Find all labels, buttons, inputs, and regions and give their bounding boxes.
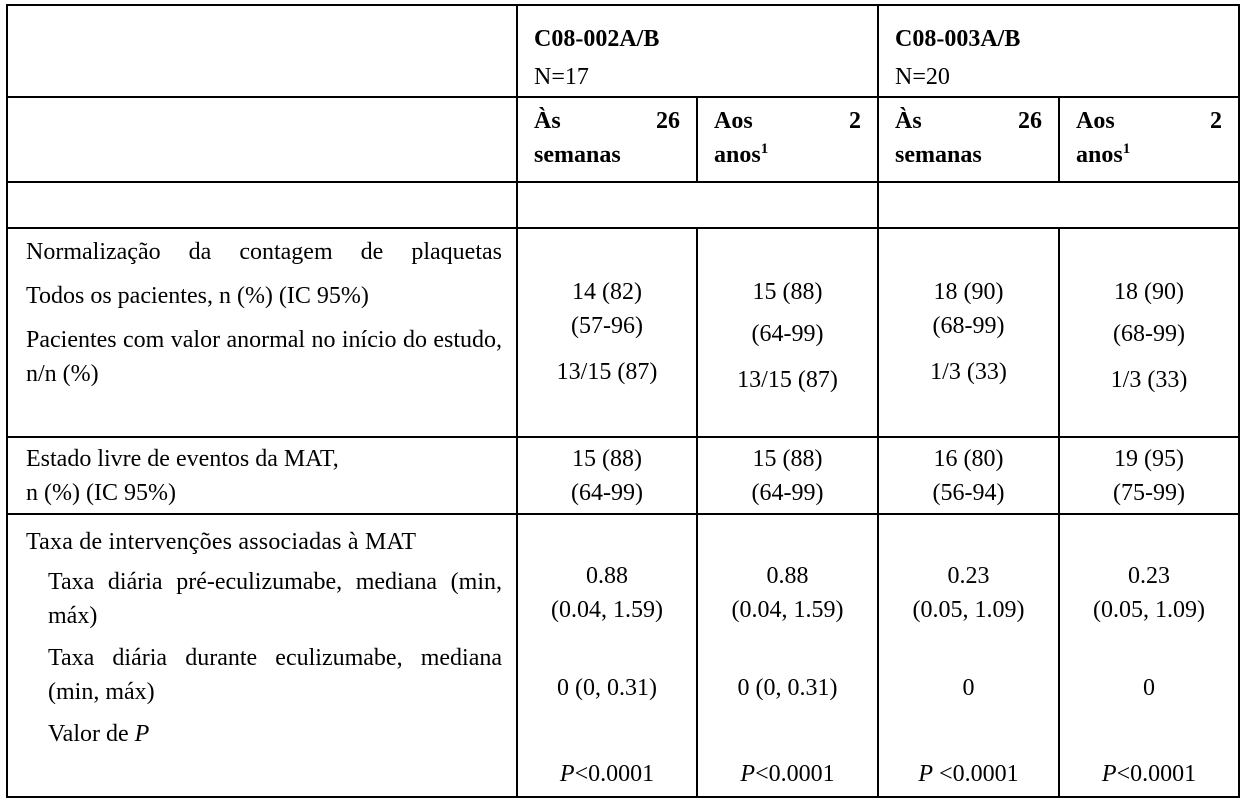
p-symbol: P: [134, 721, 150, 747]
tma-free-c3: [878, 437, 1059, 514]
tma-free-c2: [697, 437, 878, 514]
footnote-marker: 1: [760, 141, 769, 157]
platelet-title: Normalização da contagem de plaquetas: [26, 239, 502, 265]
interventions-c1: [517, 514, 697, 797]
weeks-word: Às: [534, 108, 561, 134]
platelet-normalization-row: [7, 228, 1239, 437]
cell-abnormal: 1/3 (33): [1110, 367, 1188, 393]
study1-header: [517, 5, 878, 97]
tma-free-c1: [517, 437, 697, 514]
interventions-c3: [878, 514, 1059, 797]
cell-value: 15 (88): [572, 446, 642, 472]
cell-pre-range: (0.05, 1.09): [912, 597, 1025, 623]
cell-ci: (64-99): [751, 480, 824, 506]
interventions-label-cell: [7, 514, 517, 797]
cell-value: 18 (90): [1114, 279, 1184, 305]
p-symbol: P: [918, 761, 934, 787]
cell-pre-range: (0.05, 1.09): [1093, 597, 1205, 623]
p-number: <0.0001: [933, 761, 1019, 787]
study1-n: N=17: [534, 64, 589, 90]
study2-n: N=20: [895, 64, 950, 90]
platelet-abnormal-label: Pacientes com valor anormal no início do estudo, n/n (%): [26, 327, 502, 387]
p-symbol: P: [559, 761, 575, 787]
cell-value: 15 (88): [752, 446, 823, 472]
tma-interventions-row: [7, 514, 1239, 797]
platelet-all-patients-label: Todos os pacientes, n (%) (IC 95%): [26, 283, 369, 309]
p-number: <0.0001: [755, 761, 835, 787]
p-number: <0.0001: [1116, 761, 1197, 787]
years-num: 2: [849, 108, 861, 134]
years-unit: anos: [714, 142, 761, 168]
interventions-title: Taxa de intervenções associadas à MAT: [26, 529, 417, 555]
p-symbol: P: [1101, 761, 1117, 787]
weeks-unit: semanas: [895, 142, 982, 168]
cell-pre-range: (0.04, 1.59): [551, 597, 663, 623]
p-value-prefix: Valor de: [48, 721, 135, 747]
timepoint-row: [7, 97, 1239, 182]
cell-p-value: [1060, 757, 1238, 791]
platelet-c1: [517, 228, 697, 437]
weeks-word: Às: [895, 108, 922, 134]
cell-value: 15 (88): [752, 279, 823, 305]
tma-free-label-cell: [7, 437, 517, 514]
cell-pre-median: 0.23: [1128, 563, 1170, 589]
cell-p-value: [518, 757, 696, 791]
weeks-num: 26: [656, 108, 680, 134]
cell-ci: (68-99): [932, 313, 1005, 339]
tma-free-label-line1: Estado livre de eventos da MAT,: [26, 446, 339, 472]
platelet-c2: [697, 228, 878, 437]
results-table: [6, 4, 1240, 798]
cell-value: 19 (95): [1114, 446, 1184, 472]
platelet-label-cell: [7, 228, 517, 437]
years-word: Aos: [714, 108, 753, 134]
platelet-c3: [878, 228, 1059, 437]
spacer-row: [7, 182, 1239, 228]
weeks-num: 26: [1018, 108, 1042, 134]
results-table-wrapper: [6, 4, 1240, 798]
cell-ci: (68-99): [1113, 321, 1185, 347]
study1-years-header: [697, 97, 878, 182]
spacer-cell: [878, 182, 1239, 228]
study2-weeks-header: [878, 97, 1059, 182]
cell-ci: (64-99): [751, 321, 824, 347]
platelet-c4: [1059, 228, 1239, 437]
cell-value: 18 (90): [933, 279, 1004, 305]
cell-value: 14 (82): [572, 279, 642, 305]
tma-free-label-line2: n (%) (IC 95%): [26, 480, 176, 506]
empty-corner-cell: [7, 5, 517, 97]
study-header-row: [7, 5, 1239, 97]
cell-ci: (56-94): [932, 480, 1005, 506]
cell-pre-median: 0.23: [947, 563, 990, 589]
study1-name: C08-002A/B: [534, 26, 660, 52]
p-value-label: [26, 717, 502, 751]
cell-ci: (57-96): [571, 313, 643, 339]
empty-timepoint-label: [7, 97, 517, 182]
cell-p-value: [698, 757, 877, 791]
spacer-cell: [7, 182, 517, 228]
spacer-cell: [517, 182, 878, 228]
cell-abnormal: 1/3 (33): [930, 359, 1007, 385]
pre-eculizumab-label: Taxa diária pré-eculizumabe, mediana (min, máx): [48, 569, 502, 629]
weeks-unit: semanas: [534, 142, 621, 168]
p-number: <0.0001: [574, 761, 655, 787]
cell-pre-median: 0.88: [586, 563, 628, 589]
cell-ci: (75-99): [1113, 480, 1185, 506]
interventions-c2: [697, 514, 878, 797]
cell-pre-median: 0.88: [766, 563, 809, 589]
cell-ci: (64-99): [571, 480, 643, 506]
years-unit: anos: [1076, 142, 1123, 168]
years-num: 2: [1210, 108, 1222, 134]
footnote-marker: 1: [1122, 141, 1131, 157]
tma-event-free-row: [7, 437, 1239, 514]
years-word: Aos: [1076, 108, 1115, 134]
tma-free-c4: [1059, 437, 1239, 514]
study2-years-header: [1059, 97, 1239, 182]
cell-during: 0: [1143, 675, 1155, 701]
cell-abnormal: 13/15 (87): [556, 359, 658, 385]
cell-pre-range: (0.04, 1.59): [731, 597, 844, 623]
interventions-c4: [1059, 514, 1239, 797]
cell-abnormal: 13/15 (87): [737, 367, 838, 393]
study1-weeks-header: [517, 97, 697, 182]
cell-value: 16 (80): [933, 446, 1004, 472]
p-symbol: P: [740, 761, 756, 787]
cell-during: 0 (0, 0.31): [557, 675, 657, 701]
during-eculizumab-label: Taxa diária durante eculizumabe, mediana (min, máx): [48, 645, 502, 705]
cell-p-value: [879, 757, 1058, 791]
cell-during: 0 (0, 0.31): [737, 675, 838, 701]
study2-header: [878, 5, 1239, 97]
platelet-title-line1: [26, 235, 502, 269]
study2-name: C08-003A/B: [895, 26, 1021, 52]
cell-during: 0: [962, 675, 975, 701]
